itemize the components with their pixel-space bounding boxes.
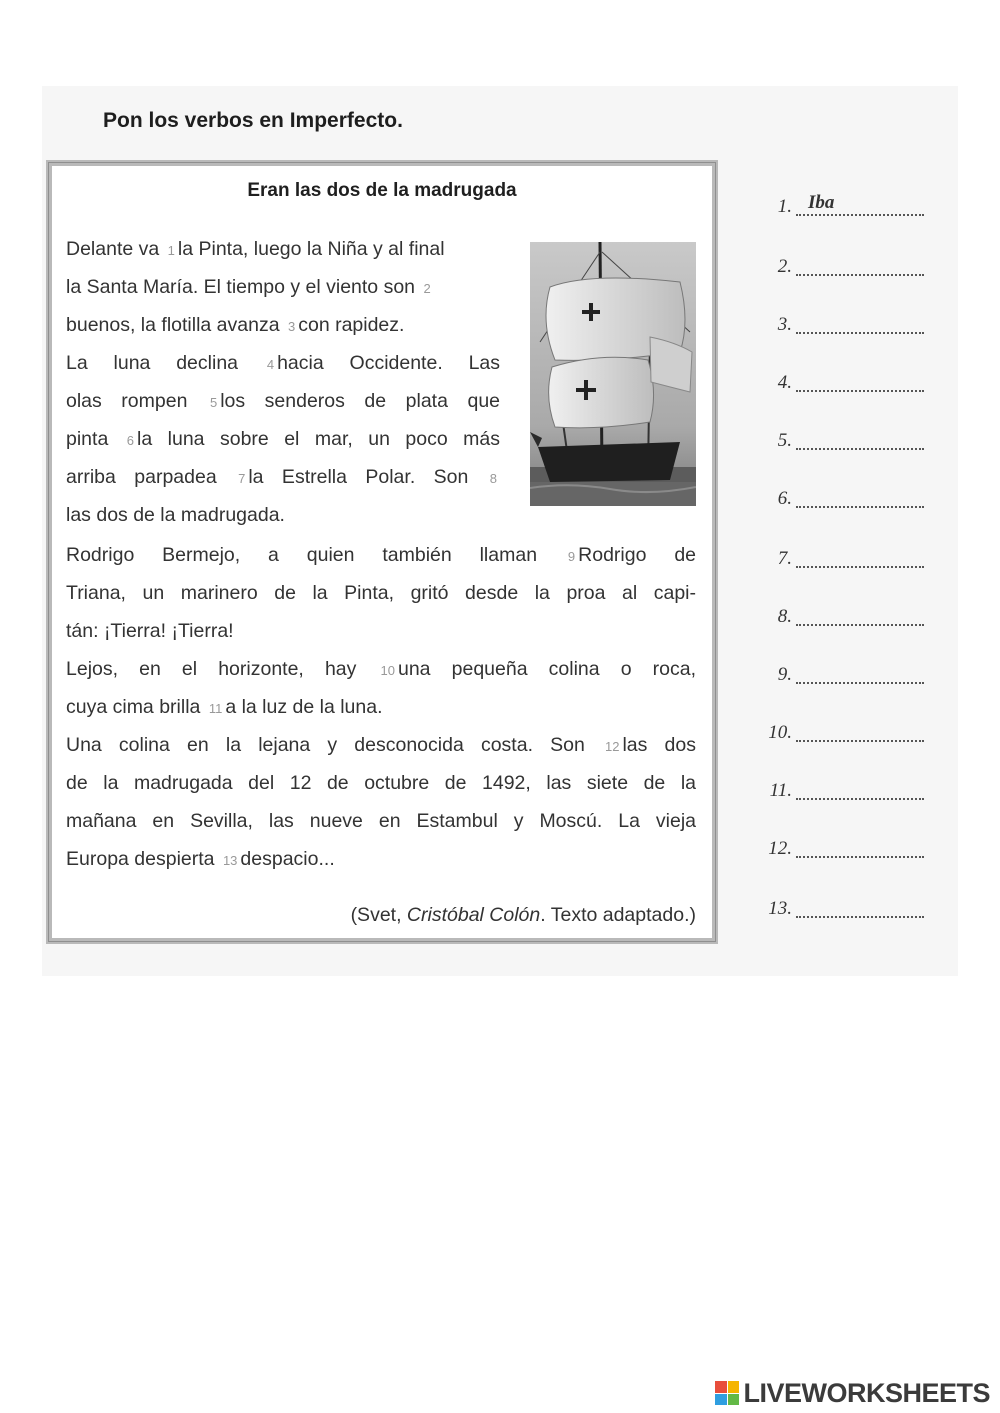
story-line bbox=[66, 506, 285, 526]
story-text-segment: tán: ¡Tierra! ¡Tierra! bbox=[66, 620, 234, 642]
answer-row bbox=[742, 658, 942, 688]
story-text-segment: a la luz de la luna. bbox=[225, 696, 383, 718]
story-line bbox=[66, 278, 434, 298]
answer-blank-line[interactable] bbox=[796, 332, 924, 334]
caption-prefix: (Svet, bbox=[350, 904, 407, 926]
story-text-segment: con rapidez. bbox=[298, 314, 405, 336]
answer-number: 4. bbox=[777, 372, 792, 393]
story-text-segment: Delante va bbox=[66, 238, 160, 260]
answer-row bbox=[742, 832, 942, 862]
answer-row bbox=[742, 366, 942, 396]
logo-square-red bbox=[715, 1381, 727, 1393]
blank-number-marker: 8 bbox=[489, 471, 498, 486]
logo-square-green bbox=[728, 1394, 740, 1406]
story-line bbox=[66, 812, 696, 832]
blank-number-marker: 13 bbox=[222, 853, 238, 868]
answer-number: 6. bbox=[777, 488, 792, 509]
instruction-heading: Pon los verbos en Imperfecto. bbox=[103, 109, 403, 132]
liveworksheets-logo-icon bbox=[715, 1381, 739, 1405]
logo-square-blue bbox=[715, 1394, 727, 1406]
answer-number: 10. bbox=[768, 722, 792, 743]
answer-row bbox=[742, 774, 942, 804]
answer-blank-line[interactable] bbox=[796, 682, 924, 684]
answer-blank-line[interactable] bbox=[796, 214, 924, 216]
answer-blank-line[interactable] bbox=[796, 390, 924, 392]
story-text-segment: la Estrella Polar. Son bbox=[248, 466, 469, 488]
answer-blank-line[interactable] bbox=[796, 274, 924, 276]
story-text-segment: cuya cima brilla bbox=[66, 696, 201, 718]
answer-row bbox=[742, 250, 942, 280]
story-line bbox=[66, 546, 696, 566]
story-line bbox=[66, 698, 383, 718]
story-text-segment: despacio... bbox=[240, 848, 335, 870]
source-caption bbox=[351, 904, 696, 927]
story-line bbox=[66, 240, 445, 260]
blank-number-marker: 9 bbox=[567, 549, 576, 564]
answer-blank-line[interactable] bbox=[796, 740, 924, 742]
answer-number: 2. bbox=[777, 256, 792, 277]
blank-number-marker: 3 bbox=[287, 319, 296, 334]
story-text-segment: arriba parpadea bbox=[66, 466, 217, 488]
answer-blank-line[interactable] bbox=[796, 506, 924, 508]
caption-suffix: . Texto adaptado.) bbox=[540, 904, 696, 926]
blank-number-marker: 5 bbox=[209, 395, 218, 410]
story-title: Eran las dos de la madrugada bbox=[247, 180, 517, 201]
answer-row bbox=[742, 482, 942, 512]
answer-blank-line[interactable] bbox=[796, 856, 924, 858]
answer-row bbox=[742, 190, 942, 220]
liveworksheets-brand bbox=[715, 1378, 990, 1408]
answer-row bbox=[742, 892, 942, 922]
story-text-segment: la luna sobre el mar, un poco más bbox=[137, 428, 500, 450]
story-text-segment: Lejos, en el horizonte, hay bbox=[66, 658, 357, 680]
story-line bbox=[66, 468, 500, 488]
answer-number: 13. bbox=[768, 898, 792, 919]
answer-row bbox=[742, 600, 942, 630]
story-text-segment: pinta bbox=[66, 428, 109, 450]
answer-number: 11. bbox=[769, 780, 792, 801]
story-text-segment: olas rompen bbox=[66, 390, 188, 412]
answer-number: 5. bbox=[777, 430, 792, 451]
answer-number: 1. bbox=[777, 196, 792, 217]
story-line bbox=[66, 392, 500, 412]
answer-number: 8. bbox=[777, 606, 792, 627]
story-line bbox=[66, 660, 696, 680]
blank-number-marker: 7 bbox=[238, 471, 246, 486]
answer-number: 3. bbox=[777, 314, 792, 335]
answer-blank-line[interactable] bbox=[796, 916, 924, 918]
answer-row bbox=[742, 542, 942, 572]
ship-image bbox=[530, 242, 696, 506]
blank-number-marker: 12 bbox=[605, 739, 620, 754]
story-text-segment: las dos bbox=[622, 734, 696, 756]
answer-number: 9. bbox=[777, 664, 792, 685]
answer-blank-line[interactable] bbox=[796, 448, 924, 450]
blank-number-marker: 6 bbox=[126, 433, 134, 448]
story-text-segment: buenos, la flotilla avanza bbox=[66, 314, 280, 336]
story-line bbox=[66, 622, 234, 642]
blank-number-marker: 10 bbox=[380, 663, 395, 678]
answer-row bbox=[742, 716, 942, 746]
logo-square-yellow bbox=[728, 1381, 740, 1393]
answer-row bbox=[742, 424, 942, 454]
blank-number-marker: 2 bbox=[423, 281, 431, 296]
story-text-segment: Una colina en la lejana y desconocida costa. Son bbox=[66, 734, 585, 756]
story-text-segment: Triana, un marinero de la Pinta, gritó desde la proa al capi- bbox=[66, 582, 696, 604]
answer-number: 7. bbox=[777, 548, 792, 569]
blank-number-marker: 4 bbox=[266, 357, 275, 372]
story-line bbox=[66, 354, 500, 374]
story-line bbox=[66, 316, 404, 336]
brand-text: LIVEWORKSHEETS bbox=[743, 1377, 990, 1408]
story-text-segment: hacia Occidente. Las bbox=[277, 352, 501, 374]
story-text-segment: de la madrugada del 12 de octubre de 1492, las siete de la bbox=[66, 772, 696, 794]
story-text-segment: los senderos de plata que bbox=[220, 390, 501, 412]
story-text-segment: la Pinta, luego la Niña y al final bbox=[177, 238, 445, 260]
story-text-segment: Rodrigo de bbox=[578, 544, 697, 566]
blank-number-marker: 1 bbox=[167, 243, 175, 258]
story-line bbox=[66, 430, 500, 450]
story-line bbox=[66, 736, 696, 756]
story-text-segment: Rodrigo Bermejo, a quien también llaman bbox=[66, 544, 538, 566]
answer-blank-line[interactable] bbox=[796, 624, 924, 626]
story-text-segment: Europa despierta bbox=[66, 848, 215, 870]
story-text-segment: mañana en Sevilla, las nueve en Estambul y Moscú. La vieja bbox=[66, 810, 696, 832]
answer-row bbox=[742, 308, 942, 338]
caption-book-title: Cristóbal Colón bbox=[406, 904, 541, 926]
story-text-segment: La luna declina bbox=[66, 352, 239, 374]
story-line bbox=[66, 774, 696, 794]
answer-input[interactable]: Iba bbox=[808, 192, 835, 213]
story-text-segment: la Santa María. El tiempo y el viento son bbox=[66, 276, 416, 298]
caravel-ship-illustration bbox=[530, 242, 696, 506]
answer-blank-line[interactable] bbox=[796, 798, 924, 800]
story-frame bbox=[46, 160, 718, 944]
story-line bbox=[66, 584, 696, 604]
blank-number-marker: 11 bbox=[208, 701, 223, 716]
story-line bbox=[66, 850, 335, 870]
answer-number: 12. bbox=[768, 838, 792, 859]
story-text-segment: una pequeña colina o roca, bbox=[397, 658, 696, 680]
story-text-segment: las dos de la madrugada. bbox=[66, 504, 285, 526]
answer-blank-line[interactable] bbox=[796, 566, 924, 568]
